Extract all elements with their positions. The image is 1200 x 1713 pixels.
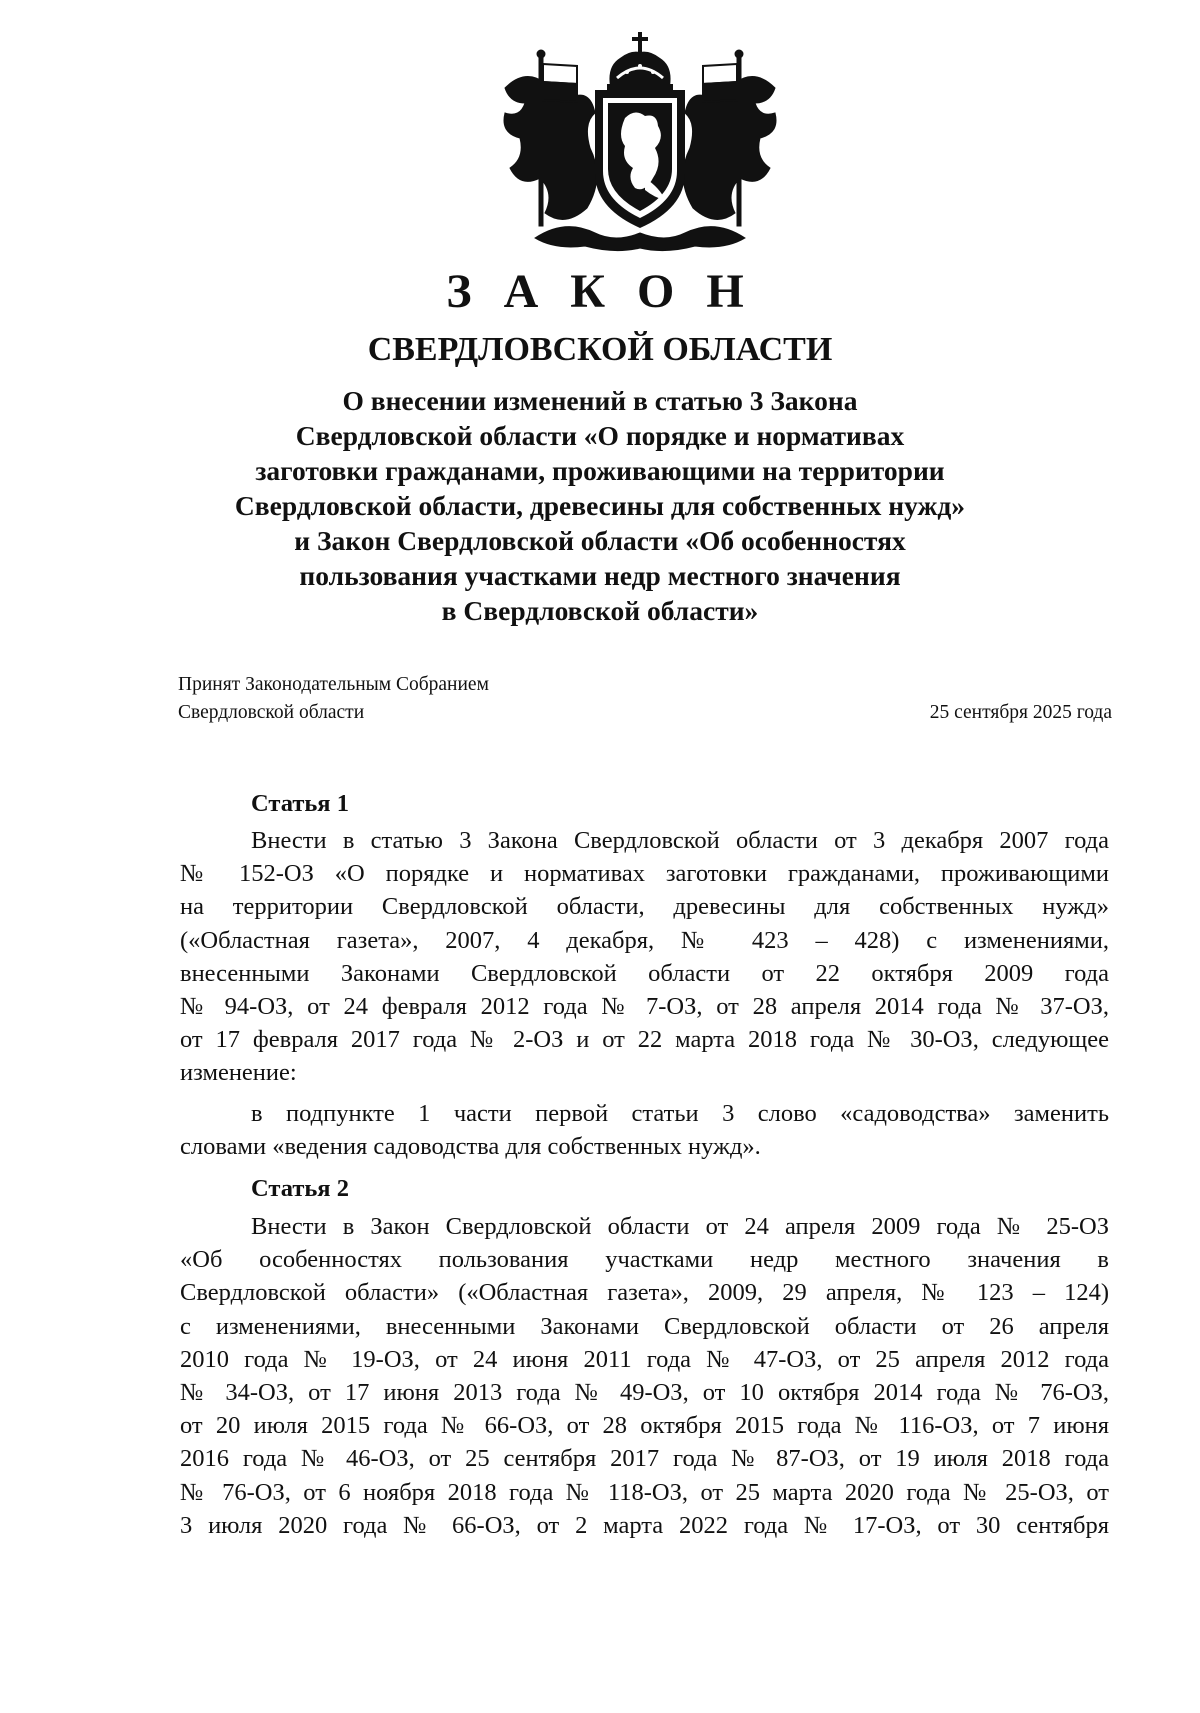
adoption-statement — [178, 671, 489, 727]
adoption-line: Принят Законодательным Собранием — [178, 674, 489, 695]
subject-line: и Закон Свердловской области «Об особенностях — [294, 525, 906, 556]
text-line: внесенными Законами Свердловской области от 22 октября 2009 года — [180, 959, 1109, 987]
article-1-heading: Статья 1 — [251, 790, 349, 817]
law-title: З А К О Н — [446, 265, 754, 318]
subject-line: в Свердловской области» — [441, 595, 759, 626]
article-1-paragraph-2 — [180, 1097, 1109, 1163]
text-line: от 20 июля 2015 года № 66-ОЗ, от 28 октября 2015 года № 116-ОЗ, от 7 июня — [180, 1412, 1109, 1440]
text-line: на территории Свердловской области, древесины для собственных нужд» — [180, 893, 1109, 921]
text-line: Внести в Закон Свердловской области от 24 апреля 2009 года № 25-ОЗ — [251, 1213, 1109, 1240]
text-line: 3 июля 2020 года № 66-ОЗ, от 2 марта 2022 года № 17-ОЗ, от 30 сентября — [180, 1511, 1109, 1539]
text-line: 2010 года № 19-ОЗ, от 24 июня 2011 года № 47-ОЗ, от 25 апреля 2012 года — [180, 1345, 1109, 1373]
text-line: 2016 года № 46-ОЗ, от 25 сентября 2017 года № 87-ОЗ, от 19 июля 2018 года — [180, 1445, 1109, 1473]
subject-line: пользования участками недр местного значения — [299, 560, 901, 591]
adoption-date: 25 сентября 2025 года — [929, 702, 1112, 723]
article-1-paragraph-1 — [180, 824, 1109, 1090]
article-2-heading: Статья 2 — [251, 1175, 349, 1202]
subject-line: заготовки гражданами, проживающими на территории — [255, 455, 945, 486]
text-line: Свердловской области» («Областная газета», 2009, 29 апреля, № 123 – 124) — [180, 1279, 1109, 1307]
text-line: от 17 февраля 2017 года № 2-ОЗ и от 22 марта 2018 года № 30-ОЗ, следующее — [180, 1026, 1109, 1054]
coat-of-arms-emblem — [495, 28, 785, 258]
text-line: № 34-ОЗ, от 17 июня 2013 года № 49-ОЗ, от 10 октября 2014 года № 76-ОЗ, — [180, 1378, 1109, 1406]
text-line: № 152-ОЗ «О порядке и нормативах заготовки гражданами, проживающими — [180, 860, 1109, 888]
text-line: «Об особенностях пользования участками недр местного значения в — [180, 1246, 1109, 1274]
text-line: изменение: — [180, 1059, 297, 1087]
text-line: с изменениями, внесенными Законами Свердловской области от 26 апреля — [180, 1312, 1109, 1340]
text-line: № 94-ОЗ, от 24 февраля 2012 года № 7-ОЗ, от 28 апреля 2014 года № 37-ОЗ, — [180, 992, 1109, 1020]
text-line: в подпункте 1 части первой статьи 3 слово «садоводства» заменить — [251, 1100, 1109, 1127]
text-line: («Областная газета», 2007, 4 декабря, № 423 – 428) с изменениями, — [180, 926, 1109, 954]
text-line: словами «ведения садоводства для собственных нужд». — [180, 1133, 761, 1161]
text-line: № 76-ОЗ, от 6 ноября 2018 года № 118-ОЗ, от 25 марта 2020 года № 25-ОЗ, от — [180, 1478, 1109, 1506]
article-2-paragraph-1 — [180, 1210, 1109, 1542]
subject-line: Свердловской области, древесины для собственных нужд» — [234, 490, 966, 521]
adoption-line: Свердловской области — [178, 702, 365, 723]
text-line: Внести в статью 3 Закона Свердловской области от 3 декабря 2007 года — [251, 827, 1109, 854]
region-title: СВЕРДЛОВСКОЙ ОБЛАСТИ — [367, 331, 833, 368]
law-subject — [190, 383, 1010, 628]
subject-line: О внесении изменений в статью 3 Закона — [342, 385, 858, 416]
subject-line: Свердловской области «О порядке и нормативах — [295, 420, 905, 451]
